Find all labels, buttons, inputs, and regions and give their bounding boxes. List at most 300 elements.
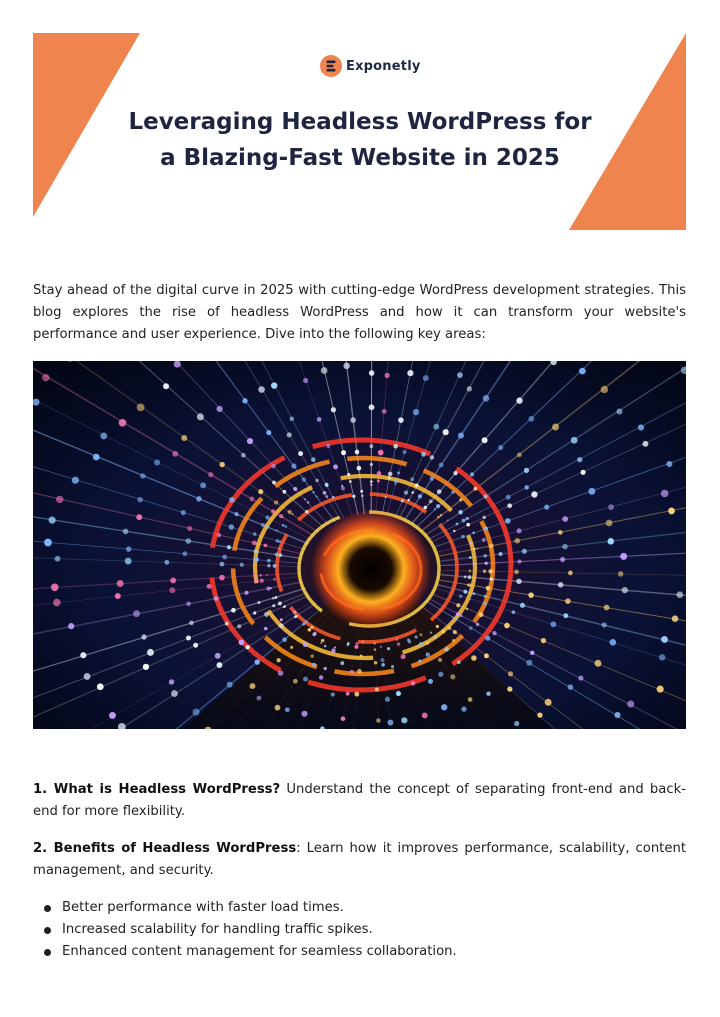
light-dot [614,712,620,718]
light-dot [524,468,529,473]
light-dot [44,539,52,547]
light-dot [278,548,280,550]
light-dot [253,532,257,536]
light-dot [450,674,455,679]
light-dot [470,472,474,476]
light-dot [433,635,436,638]
light-dot [207,584,212,589]
light-dot [376,718,381,723]
light-dot [140,473,145,478]
light-dot [393,444,398,449]
light-dot [360,490,363,493]
light-dot [125,558,132,565]
light-dot [197,413,204,420]
light-dot [436,625,439,628]
light-dot [464,575,467,578]
light-dot [53,599,61,607]
light-dot [588,488,595,495]
light-dot [411,681,415,685]
light-dot [115,593,121,599]
light-dot [485,562,488,565]
light-dot [208,472,213,477]
light-dot [528,416,534,422]
light-dot [419,642,423,646]
light-dot [324,645,327,648]
light-dot [473,548,476,551]
light-dot [423,375,429,381]
light-dot [215,653,221,659]
light-dot [279,623,284,628]
light-dot [280,618,283,621]
light-dot [515,538,521,544]
light-dot [522,549,527,554]
light-dot [196,496,201,501]
light-dot [193,643,198,648]
light-dot [217,533,222,538]
light-dot [517,528,522,533]
light-dot [354,645,358,649]
light-dot [266,574,268,576]
light-dot [396,691,401,696]
light-dot [420,633,423,636]
light-dot [182,551,187,556]
light-dot [396,638,399,641]
light-dot [320,642,322,644]
light-dot [461,535,465,539]
light-dot [426,642,429,645]
light-dot [169,679,174,684]
light-dot [369,404,375,410]
light-dot [282,524,285,527]
light-dot [443,429,449,435]
light-dot [350,670,354,674]
light-dot [437,489,442,494]
light-dot [638,424,644,430]
light-dot [312,663,316,667]
light-dot [369,370,375,376]
light-dot [220,562,225,567]
section-body: : Learn how it improves performance, scalability, content management, and security. [33,841,686,878]
light-dot [618,571,623,576]
light-dot [459,594,463,598]
light-dot [340,661,344,665]
light-dot [466,608,469,611]
light-dot [284,525,287,528]
light-dot [334,646,336,648]
light-dot [284,605,286,607]
light-dot [407,499,409,501]
light-dot [244,591,248,595]
light-dot [474,487,478,491]
benefits-list [44,897,684,963]
section-what-is-headless [33,779,686,823]
light-dot [562,544,568,550]
light-dot [141,634,146,639]
light-dot [397,472,400,475]
light-dot [558,582,564,588]
light-dot [293,679,298,684]
light-dot [477,548,479,550]
light-dot [241,453,246,458]
light-dot [385,373,390,378]
light-dot [255,659,260,664]
light-dot [448,626,452,630]
light-dot [302,477,307,482]
light-dot [100,432,107,439]
light-dot [311,626,314,629]
light-dot [312,491,314,493]
light-dot [258,489,263,494]
light-dot [407,370,413,376]
light-dot [170,577,176,583]
light-dot [370,480,373,483]
light-dot [56,496,63,503]
light-dot [661,490,669,498]
light-dot [225,622,229,626]
light-dot [610,639,617,646]
light-dot [577,457,582,462]
title-line-2: a Blazing-Fast Website in 2025 [160,145,560,171]
light-dot [516,397,522,403]
light-dot [467,386,472,391]
light-dot [604,605,610,611]
light-dot [391,665,394,668]
light-dot [292,513,294,515]
light-dot [303,378,308,383]
bullet-dot-icon [44,949,51,956]
light-dot [331,692,335,696]
light-dot [514,570,519,575]
title-line-1: Leveraging Headless WordPress for [128,109,592,135]
light-dot [219,575,225,581]
light-dot [143,664,149,670]
light-dot [354,692,359,697]
light-dot [407,638,410,641]
light-dot [264,627,268,631]
light-dot [422,713,428,719]
light-dot [293,487,297,491]
light-dot [484,527,488,531]
light-dot [578,675,583,680]
light-dot [453,530,455,532]
light-dot [252,540,257,545]
light-dot [321,639,325,643]
light-dot [298,451,303,456]
light-dot [239,640,245,646]
light-dot [317,417,322,422]
light-dot [461,706,466,711]
light-dot [381,663,385,667]
light-dot [303,642,308,647]
light-dot [659,654,666,661]
light-dot [398,417,404,423]
light-dot [293,611,296,614]
light-dot [437,516,440,519]
light-dot [154,459,160,465]
light-dot [482,437,488,443]
light-dot [186,601,191,606]
list-item-text: Enhanced content management for seamless collaboration. [62,944,457,959]
light-dot [285,707,290,712]
light-dot [343,363,350,370]
light-dot [324,667,327,670]
light-dot [457,660,461,664]
light-dot [436,504,440,508]
light-dot [267,564,270,567]
light-dot [668,508,675,515]
light-dot [304,498,306,500]
light-dot [265,515,269,519]
light-dot [426,652,430,656]
light-dot [601,386,608,393]
list-item [44,897,684,919]
light-dot [290,417,294,421]
light-dot [517,560,521,564]
light-dot [410,477,414,481]
light-dot [380,646,382,648]
light-dot [415,484,419,488]
light-dot [266,430,271,435]
light-dot [80,652,86,658]
light-dot [387,647,390,650]
light-dot [468,583,472,587]
light-dot [301,711,307,717]
light-dot [136,514,142,520]
light-dot [200,482,206,488]
light-dot [581,470,586,475]
light-dot [505,518,511,524]
light-dot [313,632,317,636]
light-dot [378,450,384,456]
light-dot [520,603,525,608]
light-dot [606,520,613,527]
light-dot [469,556,472,559]
light-dot [42,374,50,382]
light-dot [479,612,484,617]
light-dot [355,450,360,455]
light-dot [181,435,187,441]
light-dot [484,595,487,598]
light-dot [271,464,276,469]
light-dot [119,419,127,427]
light-dot [275,529,277,531]
light-dot [369,444,373,448]
light-dot [347,473,350,476]
light-dot [486,691,490,695]
light-dot [439,463,444,468]
list-item-text: Increased scalability for handling traffic spikes. [62,922,373,937]
light-dot [362,641,364,643]
light-dot [442,630,445,633]
light-dot [485,636,490,641]
light-dot [445,647,449,651]
light-dot [508,671,513,676]
light-dot [186,636,191,641]
light-dot [460,614,463,617]
light-dot [291,463,296,468]
light-dot [661,636,668,643]
light-dot [273,564,277,568]
light-dot [307,501,309,503]
light-dot [620,553,627,560]
light-dot [415,635,418,638]
light-dot [323,491,327,495]
light-dot [430,632,432,634]
light-dot [258,386,265,393]
light-dot [308,628,312,632]
light-dot [385,697,390,702]
light-dot [459,498,462,501]
light-dot [169,587,175,593]
light-dot [283,490,287,494]
list-item [44,919,684,941]
light-dot [375,688,379,692]
light-dot [357,669,362,674]
light-dot [311,457,316,462]
light-dot [256,696,261,701]
light-dot [253,549,258,554]
light-dot [455,618,458,621]
light-dot [517,452,522,457]
light-dot [235,512,239,516]
light-dot [672,615,679,622]
light-dot [374,661,378,665]
light-dot [93,454,100,461]
light-dot [325,495,328,498]
light-dot [484,494,488,498]
light-dot [237,624,241,628]
light-dot [622,587,628,593]
light-dot [483,395,490,402]
light-dot [341,486,345,490]
light-dot [402,450,406,454]
light-dot [418,494,422,498]
light-dot [454,631,457,634]
light-dot [261,523,265,527]
light-dot [278,670,284,676]
light-dot [259,574,261,576]
light-dot [537,713,542,718]
light-dot [676,591,683,598]
light-dot [458,432,464,438]
light-dot [458,510,463,515]
light-dot [222,555,227,560]
light-dot [346,692,350,696]
light-dot [49,517,56,524]
light-dot [266,586,270,590]
light-dot [486,586,491,591]
light-dot [272,604,275,607]
light-dot [55,556,61,562]
light-dot [394,480,398,484]
light-dot [412,491,414,493]
light-dot [272,481,276,485]
light-dot [287,432,292,437]
light-dot [440,514,443,517]
light-dot [453,471,457,475]
light-dot [388,720,394,726]
light-dot [499,552,503,556]
list-item-text: Better performance with faster load times. [62,900,344,915]
light-dot [388,472,393,477]
light-dot [506,495,511,500]
light-dot [466,523,470,527]
light-dot [266,525,269,528]
light-dot [279,553,283,557]
light-dot [541,638,546,643]
light-dot [288,510,292,514]
light-dot [468,697,473,702]
list-item [44,941,684,963]
light-dot [471,655,477,661]
light-dot [616,409,622,415]
light-dot [253,611,256,614]
light-dot [253,574,256,577]
light-dot [498,445,503,450]
light-dot [627,700,634,707]
light-dot [279,540,281,542]
light-dot [331,649,335,653]
light-dot [275,596,278,599]
light-dot [473,562,476,565]
light-dot [84,673,91,680]
light-dot [332,496,335,499]
light-dot [305,510,309,514]
light-dot [126,546,131,551]
light-dot [507,503,512,508]
light-dot [51,583,59,591]
light-dot [462,519,466,523]
light-dot [350,417,356,423]
light-dot [68,623,74,629]
light-dot [401,654,406,659]
light-dot [319,675,323,679]
light-dot [147,649,154,656]
light-dot [229,497,235,503]
light-dot [438,658,442,662]
light-dot [514,721,519,726]
exponetly-logo-icon [320,55,342,77]
light-dot [355,642,358,645]
brand-logo[interactable] [320,54,421,78]
light-dot [468,575,472,579]
light-dot [552,424,559,431]
light-dot [465,517,468,520]
light-dot [579,368,586,375]
light-dot [447,519,449,521]
light-dot [476,623,479,626]
light-dot [193,709,200,716]
light-dot [456,612,459,615]
light-dot [274,500,278,504]
light-dot [278,602,282,606]
light-dot [370,463,373,466]
light-dot [303,677,308,682]
light-dot [657,686,664,693]
light-dot [109,712,116,719]
light-dot [264,544,268,548]
light-dot [568,571,573,576]
light-dot [271,509,275,513]
light-dot [347,642,350,645]
light-dot [254,579,258,583]
light-dot [321,367,328,374]
section-heading: 1. What is Headless WordPress? [33,782,281,797]
light-dot [377,471,382,476]
light-dot [430,476,434,480]
light-dot [482,538,486,542]
light-dot [457,372,463,378]
